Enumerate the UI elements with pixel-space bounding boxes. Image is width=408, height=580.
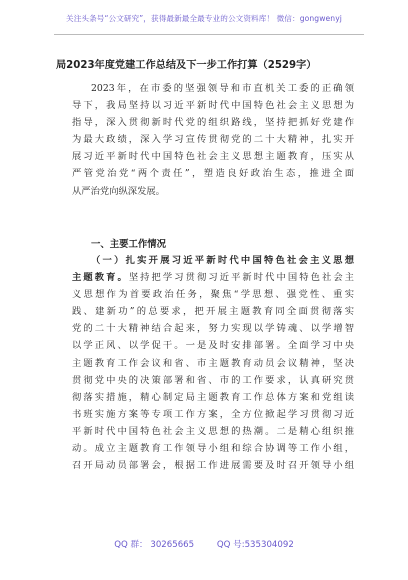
text-line <box>72 269 354 286</box>
footer-qq-number: QQ 号:535304092 <box>216 540 294 550</box>
text-line: 书班实施方案等专项工作方案，全方位掀起学习贯彻习近 <box>72 408 354 420</box>
text-line: 动。成立主题教育工作领导小组和综合协调等工作小组， <box>72 443 354 455</box>
text-line: 2023年，在市委的坚强领导和市直机关工委的正确领 <box>91 83 354 94</box>
text-line: 贯彻党中央的决策部署和省、市的工作要求，认真研究贯 <box>72 374 354 386</box>
header-rule <box>54 34 364 35</box>
text-line: 平新时代中国特色社会主义思想的热潮。二是精心组织推 <box>72 425 354 437</box>
text-line: 以学正风、以学促干。一是及时安排部署。全面学习中央 <box>72 340 354 352</box>
text-line: 严管党治党“两个责任”，塑造良好政治生态，推进全面 <box>72 168 354 180</box>
footer-contact <box>0 538 408 550</box>
text-line: 召开局动员部署会，根据工作进展需要及时召开领导小组 <box>72 460 354 472</box>
header-banner: 关注头条号“公文研究”，获得最新最全最专业的公文资料库！ 微信：gongwenyj <box>66 14 342 23</box>
text-fragment: 坚持把学习贯彻习近平新时代中国特色社会主 <box>128 272 354 284</box>
text-line: 义思想作为首要政治任务，聚焦“学思想、强党性、重实 <box>72 289 354 301</box>
text-line: 党的二十大精神结合起来，努力实现以学铸魂、以学增智 <box>72 323 354 335</box>
document-title: 局2023年度党建工作总结及下一步工作打算（2529字） <box>56 60 317 71</box>
text-line: 主题教育工作会议和省、市主题教育动员会议精神，坚决 <box>72 357 354 369</box>
subsection-heading-tail: 主题教育。 <box>72 272 129 284</box>
text-line: 从严治党向纵深发展。 <box>72 185 165 197</box>
text-line: 践、建新功”的总要求，把开展主题教育同全面贯彻落实 <box>72 306 354 318</box>
text-line: 导下，我局坚持以习近平新时代中国特色社会主义思想为 <box>72 100 354 112</box>
intro-paragraph <box>72 80 354 200</box>
text-line: 彻落实措施，精心制定局主题教育工作总体方案和党组读 <box>72 391 354 403</box>
text-line: 为最大政绩，深入学习宣传贯彻党的二十大精神，扎实开 <box>72 134 354 146</box>
text-line: 指导，深入贯彻新时代党的组织路线，坚持把抓好党建作 <box>72 117 354 129</box>
text-line: 展习近平新时代中国特色社会主义思想主题教育，压实从 <box>72 151 354 163</box>
footer-qq-group: QQ 群： 30265665 <box>114 540 195 550</box>
section-paragraph <box>72 252 354 474</box>
section-heading: 一、主要工作情况 <box>91 239 167 250</box>
subsection-heading: （一）扎实开展习近平新时代中国特色社会主义思想 <box>91 255 354 266</box>
